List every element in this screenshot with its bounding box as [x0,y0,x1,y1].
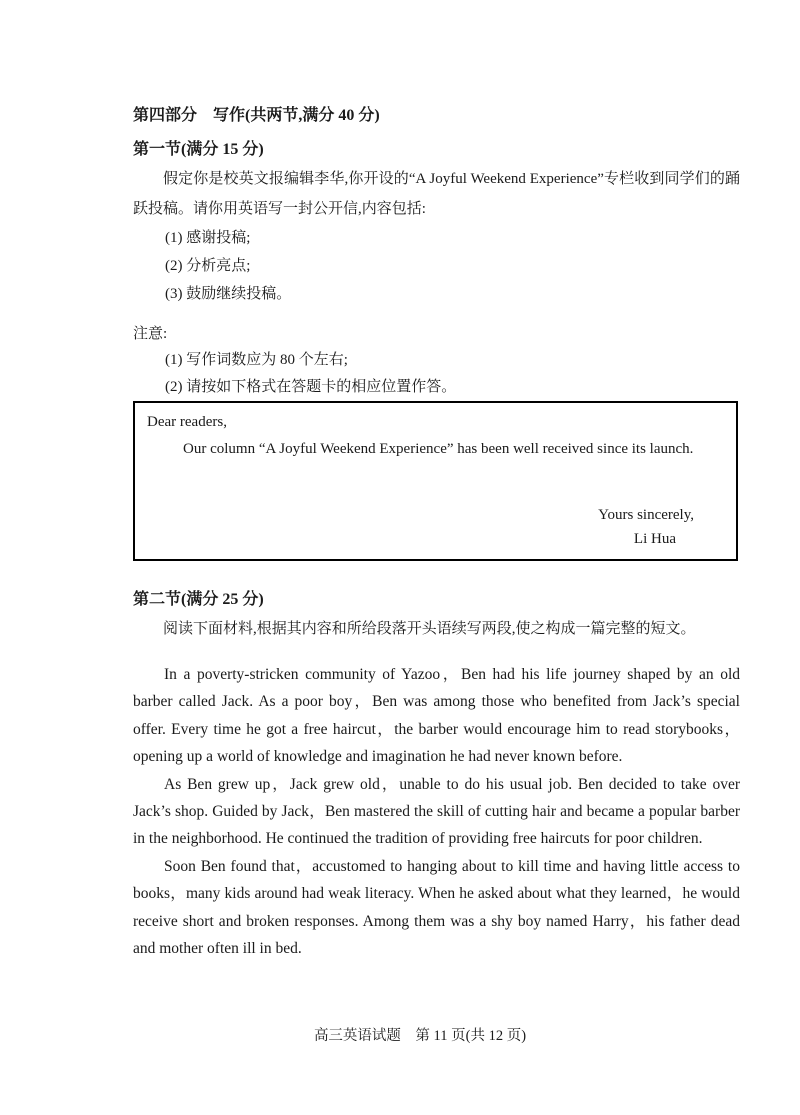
letter-closing-block [135,503,736,551]
page-footer: 高三英语试题 第 11 页(共 12 页) [313,1028,527,1044]
reading-passage [133,661,740,962]
section1-points [133,224,740,308]
answer-format-box [133,401,738,561]
notes-list [133,347,740,401]
note-item-1: (1) 写作词数应为 80 个左右; [165,352,348,368]
page-content [133,104,740,962]
point-item-2: (2) 分析亮点; [165,258,251,274]
note-item-2: (2) 请按如下格式在答题卡的相应位置作答。 [165,379,457,395]
letter-signature: Li Hua [633,531,676,547]
letter-closing: Yours sincerely, [598,507,694,523]
section1-title: 第一节(满分 15 分) [133,141,264,158]
letter-salutation: Dear readers, [147,414,227,430]
part-header: 第四部分 写作(共两节,满分 40 分) [133,107,380,124]
section2-intro: 阅读下面材料,根据其内容和所给段落开头语续写两段,使之构成一篇完整的短文。 [163,621,696,637]
passage-paragraph-1: In a poverty-stricken community of Yazoo，Ben had his life journey shaped by an old barber called Jack. As a poor boy，Ben was among those who benefited from Jack’s special offer. Every time he got a free haircut，the barber would encourage him to read storybooks，opening up a world of knowledge and imagination he had never known before. [133,666,740,766]
section1-intro: 假定你是校英文报编辑李华,你开设的“A Joyful Weekend Experience”专栏收到同学们的踊跃投稿。请你用英语写一封公开信,内容包括: [133,171,740,217]
letter-body: Our column “A Joyful Weekend Experience” has been well received since its launch. [183,441,694,457]
passage-paragraph-3: Soon Ben found that，accustomed to hanging about to kill time and having little access to books，many kids around had weak literacy. When he asked about what they learned，he would receive short and broken responses. Among them was a shy boy named Harry，his father dead and mother often ill in bed. [133,857,740,958]
point-item-3: (3) 鼓励继续投稿。 [165,286,292,302]
section2-title: 第二节(满分 25 分) [133,591,264,608]
notes-label: 注意: [133,326,168,342]
passage-paragraph-2: As Ben grew up，Jack grew old，unable to do his usual job. Ben decided to take over Jack’s shop. Guided by Jack，Ben mastered the skill of cutting hair and became a popular barber in the neighborhood. He continued the tradition of providing free haircuts for poor children. [133,775,740,848]
point-item-1: (1) 感谢投稿; [165,230,251,246]
